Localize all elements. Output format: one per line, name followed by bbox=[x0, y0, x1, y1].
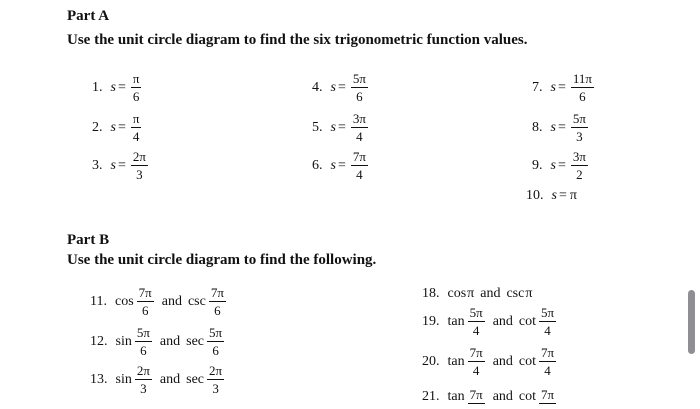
problem-5 bbox=[312, 112, 370, 143]
variable-s: s bbox=[330, 79, 336, 95]
fraction bbox=[135, 364, 152, 395]
and-word: and bbox=[161, 293, 182, 309]
trig-function: csc bbox=[187, 293, 206, 309]
equals-sign: = bbox=[117, 119, 126, 135]
trig-function: tan bbox=[447, 353, 465, 369]
part-a-instruction: Use the unit circle diagram to find the six trigonometric function values. bbox=[67, 32, 528, 48]
denominator: 4 bbox=[472, 323, 480, 338]
trig-function: csc bbox=[506, 286, 525, 301]
denominator: 3 bbox=[136, 167, 143, 182]
fraction bbox=[351, 72, 368, 103]
denominator: 6 bbox=[356, 89, 363, 104]
trig-function: cot bbox=[518, 389, 537, 404]
variable-s: s bbox=[330, 157, 336, 173]
numerator: 5π bbox=[136, 325, 150, 340]
and-word: and bbox=[159, 333, 181, 349]
denominator: 3 bbox=[140, 381, 147, 396]
problem-4 bbox=[312, 72, 370, 103]
and-word: and bbox=[492, 353, 513, 369]
problem-13 bbox=[90, 364, 226, 395]
vertical-scrollbar[interactable] bbox=[688, 290, 695, 354]
numerator: 2π bbox=[209, 363, 223, 378]
problem-number: 18. bbox=[422, 286, 440, 301]
problem-8 bbox=[532, 112, 590, 143]
problem-number: 19. bbox=[422, 313, 440, 329]
numerator: 5π bbox=[209, 325, 223, 340]
denominator: 6 bbox=[132, 89, 140, 104]
fraction bbox=[351, 150, 368, 181]
equals-sign: = bbox=[337, 79, 346, 95]
equals-sign: = bbox=[117, 157, 126, 173]
variable-s: s bbox=[550, 157, 556, 173]
problem-number: 1. bbox=[92, 79, 103, 95]
problem-number: 7. bbox=[532, 79, 543, 95]
value: π bbox=[569, 188, 577, 203]
variable-s: s bbox=[551, 188, 557, 203]
numerator: π bbox=[132, 71, 140, 86]
numerator: 7π bbox=[138, 285, 152, 300]
part-b-title: Part B bbox=[67, 232, 110, 248]
problem-number: 4. bbox=[312, 79, 323, 95]
denominator: 4 bbox=[356, 129, 363, 144]
fraction bbox=[209, 286, 226, 317]
trig-function: cot bbox=[518, 353, 537, 369]
denominator: 6 bbox=[212, 343, 219, 358]
numerator: 5π bbox=[352, 71, 366, 86]
equals-sign: = bbox=[557, 79, 566, 95]
fraction bbox=[571, 150, 588, 181]
fraction bbox=[131, 150, 148, 181]
problem-number: 21. bbox=[422, 389, 440, 404]
denominator: 6 bbox=[141, 303, 149, 318]
trig-function: tan bbox=[447, 313, 465, 329]
part-b-instruction: Use the unit circle diagram to find the following. bbox=[67, 252, 377, 268]
numerator: 3π bbox=[352, 111, 366, 126]
problem-2 bbox=[92, 112, 143, 143]
problem-number: 12. bbox=[90, 333, 108, 349]
problem-3 bbox=[92, 150, 150, 181]
fraction bbox=[468, 306, 485, 337]
denominator: 4 bbox=[132, 129, 140, 144]
problem-9 bbox=[532, 150, 590, 181]
fraction bbox=[468, 346, 485, 377]
angle: π bbox=[525, 286, 533, 301]
and-word: and bbox=[159, 371, 181, 387]
fraction bbox=[571, 112, 588, 143]
trig-function: sec bbox=[186, 333, 205, 349]
equals-sign: = bbox=[557, 157, 566, 173]
problem-18 bbox=[422, 286, 532, 302]
numerator: 7π bbox=[210, 285, 224, 300]
trig-function: cot bbox=[518, 313, 537, 329]
problem-number: 13. bbox=[90, 371, 108, 387]
and-word: and bbox=[492, 313, 513, 329]
fraction bbox=[571, 72, 594, 103]
fraction bbox=[468, 388, 485, 406]
variable-s: s bbox=[110, 119, 116, 135]
fraction bbox=[351, 112, 368, 143]
problem-number: 6. bbox=[312, 157, 323, 173]
trig-function: tan bbox=[447, 389, 465, 404]
variable-s: s bbox=[110, 79, 116, 95]
denominator: 6 bbox=[140, 343, 147, 358]
numerator: π bbox=[132, 111, 140, 126]
problem-21 bbox=[422, 388, 558, 406]
numerator: 7π bbox=[352, 149, 366, 164]
equals-sign: = bbox=[337, 119, 346, 135]
problem-number: 8. bbox=[532, 119, 543, 135]
denominator: 4 bbox=[472, 363, 480, 378]
equals-sign: = bbox=[557, 119, 566, 135]
trig-function: sin bbox=[115, 371, 132, 387]
numerator: 7π bbox=[541, 345, 555, 360]
denominator: 3 bbox=[576, 129, 583, 144]
numerator: 7π bbox=[469, 345, 483, 360]
equals-sign: = bbox=[117, 79, 126, 95]
variable-s: s bbox=[110, 157, 116, 173]
numerator: 5π bbox=[469, 305, 483, 320]
problem-11 bbox=[90, 286, 228, 317]
problem-7 bbox=[532, 72, 596, 103]
denominator: 4 bbox=[544, 363, 551, 378]
part-a-title: Part A bbox=[67, 8, 110, 24]
problem-number: 11. bbox=[90, 293, 107, 309]
problem-number: 9. bbox=[532, 157, 543, 173]
numerator: 2π bbox=[132, 149, 146, 164]
and-word: and bbox=[480, 286, 501, 301]
trig-function: sec bbox=[186, 371, 205, 387]
problem-number: 3. bbox=[92, 157, 103, 173]
numerator: 7π bbox=[469, 387, 483, 402]
and-word: and bbox=[492, 389, 513, 404]
denominator: 6 bbox=[214, 303, 221, 318]
fraction bbox=[135, 326, 152, 357]
fraction bbox=[207, 364, 224, 395]
variable-s: s bbox=[550, 79, 556, 95]
denominator: 2 bbox=[576, 167, 583, 182]
numerator: 3π bbox=[572, 149, 586, 164]
numerator: 7π bbox=[541, 387, 555, 402]
trig-function: cos bbox=[447, 286, 467, 301]
fraction bbox=[539, 346, 556, 377]
numerator: 5π bbox=[572, 111, 586, 126]
fraction bbox=[539, 388, 556, 406]
problem-number: 2. bbox=[92, 119, 103, 135]
trig-function: sin bbox=[115, 333, 132, 349]
equals-sign: = bbox=[558, 188, 567, 203]
denominator: 3 bbox=[212, 381, 219, 396]
angle: π bbox=[467, 286, 475, 301]
fraction bbox=[539, 306, 556, 337]
problem-number: 5. bbox=[312, 119, 323, 135]
problem-number: 20. bbox=[422, 353, 440, 369]
variable-s: s bbox=[330, 119, 336, 135]
fraction bbox=[131, 72, 142, 103]
denominator: 4 bbox=[356, 167, 363, 182]
fraction bbox=[137, 286, 154, 317]
variable-s: s bbox=[550, 119, 556, 135]
fraction bbox=[131, 112, 142, 143]
numerator: 5π bbox=[541, 305, 555, 320]
denominator: 4 bbox=[544, 323, 551, 338]
numerator: 11π bbox=[572, 71, 592, 86]
problem-1 bbox=[92, 72, 143, 103]
denominator: 6 bbox=[579, 89, 586, 104]
fraction bbox=[207, 326, 224, 357]
problem-number: 10. bbox=[526, 188, 544, 203]
problem-6 bbox=[312, 150, 370, 181]
trig-function: cos bbox=[114, 293, 134, 309]
equals-sign: = bbox=[337, 157, 346, 173]
problem-10 bbox=[526, 188, 577, 204]
problem-19 bbox=[422, 306, 558, 337]
numerator: 2π bbox=[136, 363, 150, 378]
problem-12 bbox=[90, 326, 226, 357]
problem-20 bbox=[422, 346, 558, 377]
